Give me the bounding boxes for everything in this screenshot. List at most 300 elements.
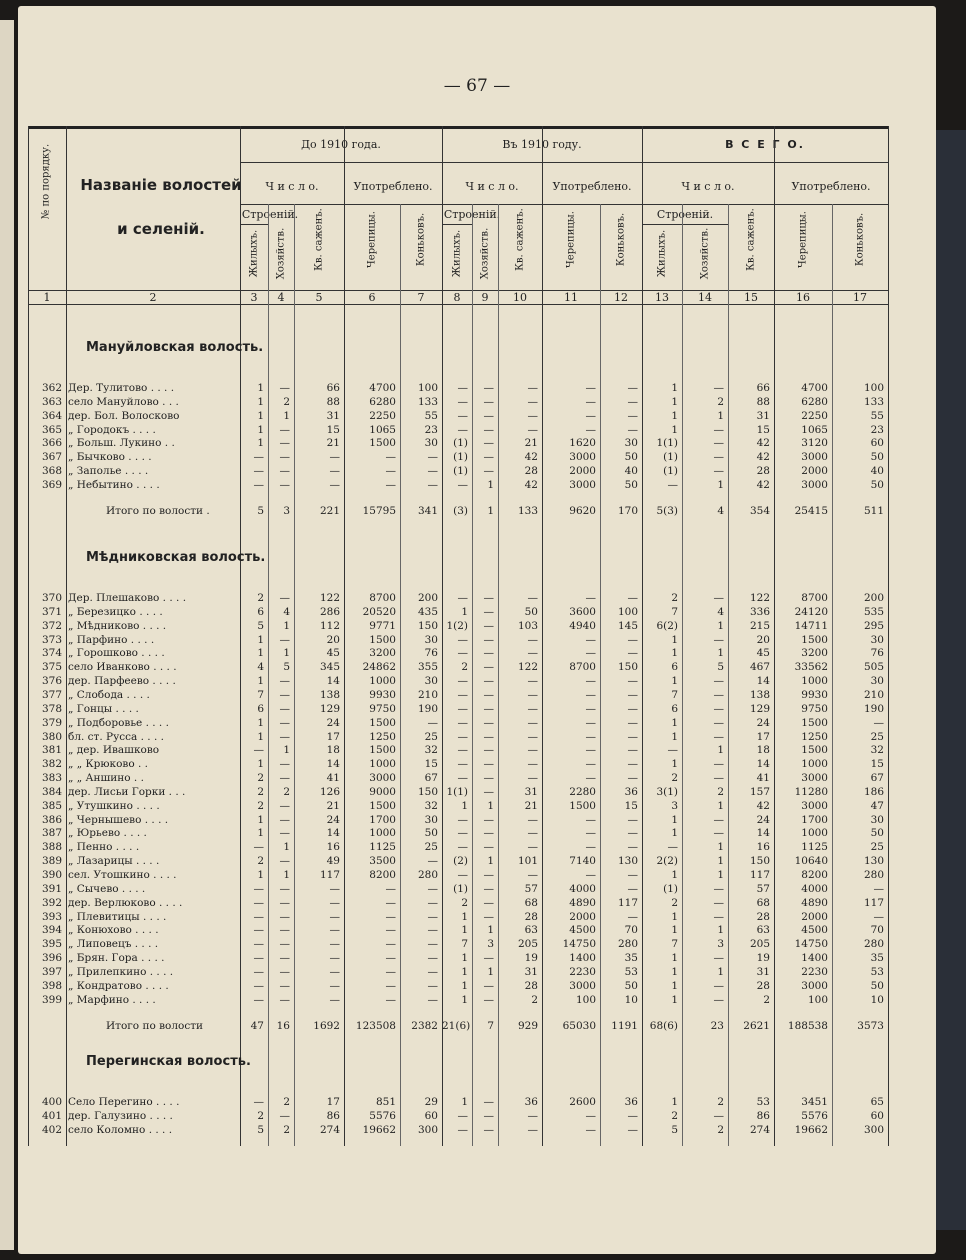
cell-value: 2 xyxy=(717,395,724,408)
row-number: 372 xyxy=(41,619,62,632)
cell-value: — xyxy=(627,910,638,923)
cell-value: 7140 xyxy=(569,855,596,868)
row-number: 383 xyxy=(41,772,62,785)
cell-value: 1 xyxy=(283,409,290,422)
cell-value: 1 xyxy=(257,675,264,688)
settlement-name: бл. ст. Русса . . . . xyxy=(68,730,164,743)
cell-value: — xyxy=(527,758,538,771)
cell-value: 66 xyxy=(326,382,340,394)
cell-value: 2000 xyxy=(801,465,828,478)
settlement-name: „ Заполье . . . . xyxy=(68,465,149,478)
cell-value: 50 xyxy=(870,451,884,464)
row-number: 379 xyxy=(41,716,62,729)
cell-value: 2 xyxy=(717,1123,724,1136)
cell-value: — xyxy=(483,619,494,632)
cell-value: 101 xyxy=(517,855,538,868)
column-number: 8 xyxy=(453,291,461,304)
cell-value: 210 xyxy=(863,688,884,701)
header-group-before-1910: До 1910 года. xyxy=(301,138,381,151)
cell-value: — xyxy=(279,675,290,688)
cell-value: — xyxy=(385,882,396,895)
cell-value: 122 xyxy=(517,661,538,674)
cell-value: 1500 xyxy=(801,744,828,757)
column-number: 16 xyxy=(796,291,810,304)
table-row xyxy=(28,841,888,855)
cell-value: — xyxy=(385,924,396,937)
table-row xyxy=(28,786,888,800)
cell-value: 6280 xyxy=(369,395,396,408)
row-number: 394 xyxy=(41,924,62,937)
cell-value: — xyxy=(253,465,264,478)
cell-value: 1 xyxy=(257,869,264,881)
cell-value: — xyxy=(329,924,340,937)
cell-value: 851 xyxy=(375,1096,396,1108)
cell-value: — xyxy=(483,869,494,881)
header-upotr-1: Употреблено. xyxy=(353,180,433,193)
cell-value: — xyxy=(585,382,596,394)
cell-value: 200 xyxy=(863,592,884,604)
cell-value: — xyxy=(585,409,596,422)
cell-value: 200 xyxy=(417,592,438,604)
cell-value: — xyxy=(713,633,724,646)
cell-value: — xyxy=(457,409,468,422)
cell-value: 15 xyxy=(870,758,884,771)
cell-value: (1) xyxy=(453,465,468,478)
cell-value: 1 xyxy=(283,841,290,854)
table-row xyxy=(28,592,888,606)
cell-value: 1 xyxy=(671,993,678,1006)
cell-value: 1 xyxy=(717,855,724,868)
cell-value: 3 xyxy=(717,938,724,951)
cell-value: 2 xyxy=(257,855,264,868)
cell-value: — xyxy=(385,993,396,1006)
settlement-name: „ Плевитицы . . . . xyxy=(68,910,167,923)
cell-value: 3 xyxy=(283,504,290,517)
cell-value: 9620 xyxy=(569,504,596,517)
cell-value: 25415 xyxy=(794,504,828,517)
cell-value: 1 xyxy=(717,924,724,937)
header-zhil-col8: Жилыхъ. xyxy=(451,229,463,278)
cell-value: 4 xyxy=(717,605,724,618)
cell-value: 21 xyxy=(326,437,340,450)
cell-value: — xyxy=(483,758,494,771)
cell-value: 300 xyxy=(863,1123,884,1136)
cell-value: — xyxy=(279,688,290,701)
cell-value: 3200 xyxy=(801,647,828,660)
cell-value: — xyxy=(279,855,290,868)
row-number: 386 xyxy=(41,813,62,826)
cell-value: — xyxy=(457,813,468,826)
table-row xyxy=(28,938,888,952)
cell-value: — xyxy=(627,772,638,785)
cell-value: 3000 xyxy=(569,451,596,464)
cell-value: 23 xyxy=(424,423,438,436)
row-number: 402 xyxy=(41,1123,62,1136)
settlement-name: село Коломно . . . . xyxy=(68,1123,173,1136)
cell-value: 1000 xyxy=(369,758,396,771)
book-cover-edge xyxy=(932,130,966,1230)
cell-value: 42 xyxy=(756,451,770,464)
cell-value: — xyxy=(527,395,538,408)
cell-value: 8700 xyxy=(369,592,396,604)
cell-value: — xyxy=(279,772,290,785)
cell-value: — xyxy=(457,478,468,491)
cell-value: — xyxy=(483,744,494,757)
cell-value: — xyxy=(627,592,638,604)
cell-value: 30 xyxy=(424,675,438,688)
table-row xyxy=(28,647,888,661)
cell-value: 57 xyxy=(524,882,538,895)
cell-value: 7 xyxy=(671,605,678,618)
cell-value: — xyxy=(527,827,538,840)
cell-value: — xyxy=(385,465,396,478)
cell-value: — xyxy=(457,633,468,646)
cell-value: 1 xyxy=(257,730,264,743)
cell-value: 14750 xyxy=(562,938,596,951)
cell-value: 9930 xyxy=(801,688,828,701)
cell-value: 1(2) xyxy=(446,619,468,632)
cell-value: 1 xyxy=(671,716,678,729)
cell-value: 1 xyxy=(461,952,468,965)
cell-value: 36 xyxy=(524,1096,538,1108)
settlement-name: „ Утушкино . . . . xyxy=(68,799,160,812)
cell-value: 7 xyxy=(461,938,468,951)
cell-value: — xyxy=(483,633,494,646)
cell-value: 3600 xyxy=(569,605,596,618)
cell-value: 4 xyxy=(283,605,290,618)
cell-value: 1 xyxy=(717,647,724,660)
cell-value: 60 xyxy=(870,1109,884,1122)
cell-value: — xyxy=(457,592,468,604)
cell-value: — xyxy=(427,979,438,992)
cell-value: 1620 xyxy=(569,437,596,450)
cell-value: — xyxy=(483,409,494,422)
table-row xyxy=(28,731,888,745)
cell-value: — xyxy=(527,772,538,785)
cell-value: 25 xyxy=(424,730,438,743)
column-number: 6 xyxy=(368,291,376,304)
header-name-line2: и селеній. xyxy=(117,220,205,238)
cell-value: 1000 xyxy=(369,827,396,840)
cell-value: — xyxy=(279,924,290,937)
cell-value: — xyxy=(329,952,340,965)
cell-value: 2 xyxy=(671,1109,678,1122)
header-zhil-col3: Жилыхъ. xyxy=(248,229,260,278)
cell-value: — xyxy=(713,882,724,895)
cell-value: 41 xyxy=(326,772,340,785)
cell-value: 41 xyxy=(756,772,770,785)
cell-value: 6(2) xyxy=(656,619,678,632)
cell-value: — xyxy=(483,882,494,895)
row-number: 368 xyxy=(41,465,62,478)
table-row xyxy=(28,451,888,465)
cell-value: 2 xyxy=(671,772,678,785)
cell-value: 3(1) xyxy=(656,785,678,798)
page-number: — 67 — xyxy=(443,76,511,96)
cell-value: — xyxy=(483,841,494,854)
cell-value: — xyxy=(483,592,494,604)
row-number: 369 xyxy=(41,478,62,491)
cell-value: 280 xyxy=(863,938,884,951)
cell-value: — xyxy=(585,1109,596,1122)
statistics-table xyxy=(28,114,888,1154)
cell-value: 29 xyxy=(424,1096,438,1108)
cell-value: — xyxy=(627,423,638,436)
settlement-name: „ Слобода . . . . xyxy=(68,688,150,701)
header-group-in-1910: Въ 1910 году. xyxy=(502,138,582,151)
row-number: 364 xyxy=(41,409,62,422)
cell-value: 14711 xyxy=(794,619,828,632)
header-group-total: В С Е Г О. xyxy=(725,138,805,151)
cell-value: (1) xyxy=(453,882,468,895)
cell-value: — xyxy=(483,465,494,478)
cell-value: — xyxy=(585,688,596,701)
cell-value: — xyxy=(527,1109,538,1122)
cell-value: 1 xyxy=(461,965,468,978)
cell-value: — xyxy=(713,423,724,436)
cell-value: 24 xyxy=(326,813,340,826)
header-chislo-1: Ч и с л о. xyxy=(265,180,319,193)
book-page xyxy=(18,6,936,1254)
table-row xyxy=(28,424,888,438)
cell-value: — xyxy=(253,924,264,937)
cell-value: — xyxy=(253,744,264,757)
cell-value: 30 xyxy=(870,675,884,688)
cell-value: 65 xyxy=(870,1096,884,1108)
cell-value: 150 xyxy=(617,661,638,674)
cell-value: — xyxy=(585,716,596,729)
column-number: 12 xyxy=(614,291,628,304)
cell-value: 3000 xyxy=(801,772,828,785)
cell-value: 4500 xyxy=(569,924,596,937)
cell-value: 1 xyxy=(257,423,264,436)
table-row xyxy=(28,410,888,424)
total-row xyxy=(28,1020,888,1034)
cell-value: — xyxy=(585,841,596,854)
row-number: 374 xyxy=(41,647,62,660)
cell-value: 1 xyxy=(487,924,494,937)
cell-value: — xyxy=(279,478,290,491)
cell-value: 2 xyxy=(257,1109,264,1122)
cell-value: 1191 xyxy=(611,1019,638,1032)
cell-value: — xyxy=(713,730,724,743)
cell-value: — xyxy=(427,965,438,978)
cell-value: 133 xyxy=(863,395,884,408)
cell-value: 2 xyxy=(717,1096,724,1108)
cell-value: — xyxy=(279,799,290,812)
cell-value: — xyxy=(279,965,290,978)
row-number: 367 xyxy=(41,451,62,464)
cell-value: 6 xyxy=(671,702,678,715)
cell-value: — xyxy=(713,675,724,688)
cell-value: 40 xyxy=(870,465,884,478)
cell-value: 55 xyxy=(870,409,884,422)
cell-value: 9750 xyxy=(801,702,828,715)
cell-value: 122 xyxy=(749,592,770,604)
cell-value: — xyxy=(279,993,290,1006)
cell-value: 33562 xyxy=(794,661,828,674)
cell-value: 1 xyxy=(283,744,290,757)
cell-value: — xyxy=(457,647,468,660)
cell-value: 1 xyxy=(257,716,264,729)
cell-value: — xyxy=(483,979,494,992)
cell-value: 25 xyxy=(870,841,884,854)
cell-value: — xyxy=(627,395,638,408)
cell-value: 929 xyxy=(517,1019,538,1032)
cell-value: 2 xyxy=(283,785,290,798)
cell-value: 30 xyxy=(624,437,638,450)
cell-value: 18 xyxy=(326,744,340,757)
cell-value: 1500 xyxy=(369,716,396,729)
cell-value: — xyxy=(585,758,596,771)
table-top-rule xyxy=(28,126,888,129)
cell-value: 123508 xyxy=(355,1019,396,1032)
cell-value: 2600 xyxy=(569,1096,596,1108)
cell-value: 117 xyxy=(749,869,770,881)
cell-value: 7 xyxy=(487,1019,494,1032)
table-row xyxy=(28,661,888,675)
cell-value: 28 xyxy=(756,910,770,923)
cell-value: 190 xyxy=(417,702,438,715)
cell-value: 6280 xyxy=(801,395,828,408)
column-number: 11 xyxy=(564,291,578,304)
header-upotr-2: Употреблено. xyxy=(552,180,632,193)
table-row xyxy=(28,396,888,410)
cell-value: 6 xyxy=(257,702,264,715)
cell-value: 4 xyxy=(717,504,724,517)
cell-value: 300 xyxy=(417,1123,438,1136)
cell-value: 1000 xyxy=(369,675,396,688)
cell-value: — xyxy=(457,869,468,881)
cell-value: 1 xyxy=(461,993,468,1006)
row-number: 380 xyxy=(41,730,62,743)
table-row xyxy=(28,620,888,634)
settlement-name: „ Прилепкино . . . . xyxy=(68,965,174,978)
cell-value: 157 xyxy=(749,785,770,798)
cell-value: 50 xyxy=(624,979,638,992)
cell-value: 19 xyxy=(756,952,770,965)
cell-value: — xyxy=(253,979,264,992)
cell-value: 1 xyxy=(461,1096,468,1108)
settlement-name: „ Парфино . . . . xyxy=(68,633,155,646)
column-number: 3 xyxy=(250,291,258,304)
cell-value: — xyxy=(585,395,596,408)
cell-value: — xyxy=(713,979,724,992)
cell-value: 1 xyxy=(671,675,678,688)
table-row xyxy=(28,897,888,911)
settlement-name: „ Больш. Лукино . . xyxy=(68,437,175,450)
cell-value: — xyxy=(585,423,596,436)
cell-value: — xyxy=(279,813,290,826)
cell-value: 2 xyxy=(257,799,264,812)
settlement-name: дер. Галузино . . . . xyxy=(68,1109,173,1122)
cell-value: 19662 xyxy=(794,1123,828,1136)
cell-value: 1 xyxy=(671,979,678,992)
cell-value: — xyxy=(279,952,290,965)
cell-value: 76 xyxy=(424,647,438,660)
cell-value: 16 xyxy=(326,841,340,854)
cell-value: 2 xyxy=(257,772,264,785)
table-row xyxy=(28,479,888,493)
cell-value: 28 xyxy=(756,465,770,478)
cell-value: 1 xyxy=(717,841,724,854)
cell-value: 7 xyxy=(671,688,678,701)
cell-value: 1 xyxy=(717,869,724,881)
settlement-name: „ Березицко . . . . xyxy=(68,605,163,618)
cell-value: — xyxy=(627,869,638,881)
cell-value: — xyxy=(385,896,396,909)
cell-value: 1000 xyxy=(801,758,828,771)
header-rule-stroeniy-2 xyxy=(442,224,472,225)
column-number: 14 xyxy=(698,291,712,304)
header-kv-col5: Кв. саженъ. xyxy=(313,208,325,271)
settlement-name: Дер. Плешаково . . . . xyxy=(68,592,187,604)
cell-value: — xyxy=(427,451,438,464)
cell-value: — xyxy=(385,965,396,978)
cell-value: — xyxy=(527,716,538,729)
cell-value: 1 xyxy=(671,924,678,937)
cell-value: — xyxy=(713,451,724,464)
cell-value: — xyxy=(483,605,494,618)
cell-value: 4890 xyxy=(569,896,596,909)
cell-value: 30 xyxy=(424,813,438,826)
cell-value: — xyxy=(457,423,468,436)
cell-value: 17 xyxy=(326,1096,340,1108)
cell-value: 1500 xyxy=(801,716,828,729)
cell-value: 117 xyxy=(319,869,340,881)
cell-value: 1 xyxy=(257,409,264,422)
cell-value: 11280 xyxy=(794,785,828,798)
table-row xyxy=(28,382,888,396)
cell-value: — xyxy=(329,979,340,992)
cell-value: — xyxy=(483,993,494,1006)
cell-value: 3573 xyxy=(857,1019,884,1032)
cell-value: 274 xyxy=(749,1123,770,1136)
row-number: 370 xyxy=(41,592,62,604)
table-row xyxy=(28,827,888,841)
cell-value: 15 xyxy=(624,799,638,812)
cell-value: 1 xyxy=(717,478,724,491)
cell-value: — xyxy=(713,813,724,826)
column-number: 2 xyxy=(149,291,157,304)
cell-value: 1 xyxy=(461,799,468,812)
table-row xyxy=(28,1110,888,1124)
cell-value: 1400 xyxy=(569,952,596,965)
cell-value: — xyxy=(279,910,290,923)
cell-value: 20 xyxy=(326,633,340,646)
cell-value: 1 xyxy=(671,395,678,408)
row-number: 371 xyxy=(41,605,62,618)
row-number: 400 xyxy=(41,1096,62,1108)
cell-value: 3120 xyxy=(801,437,828,450)
header-stroeniy-1: Строеній. xyxy=(241,208,299,221)
cell-value: 32 xyxy=(870,744,884,757)
cell-value: — xyxy=(457,688,468,701)
cell-value: (2) xyxy=(453,855,468,868)
cell-value: 1 xyxy=(671,382,678,394)
cell-value: — xyxy=(713,827,724,840)
cell-value: — xyxy=(713,772,724,785)
cell-value: 2000 xyxy=(801,910,828,923)
cell-value: 286 xyxy=(319,605,340,618)
cell-value: 21 xyxy=(326,799,340,812)
header-kv-col10: Кв. саженъ. xyxy=(514,208,526,271)
cell-value: 1500 xyxy=(369,633,396,646)
cell-value: 3000 xyxy=(801,979,828,992)
column-number: 17 xyxy=(853,291,867,304)
cell-value: 60 xyxy=(424,1109,438,1122)
cell-value: — xyxy=(279,979,290,992)
